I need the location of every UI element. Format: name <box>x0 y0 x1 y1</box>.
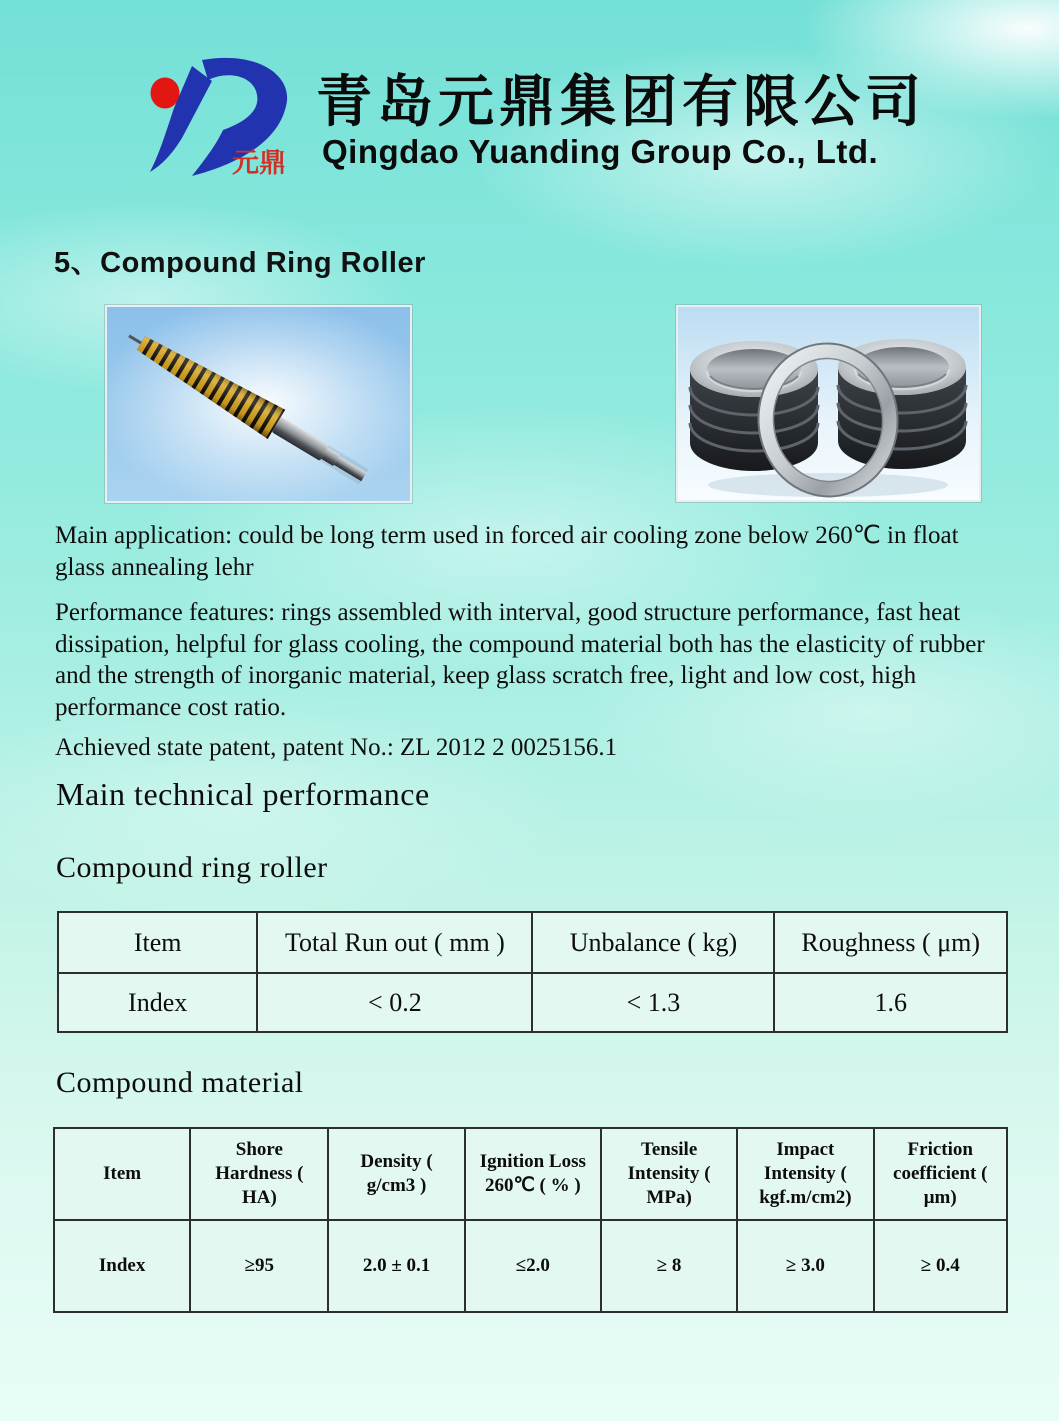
t2-value-shore-hardness: ≥95 <box>190 1220 328 1312</box>
patent-text: Achieved state patent, patent No.: ZL 2012 2 0025156.1 <box>55 734 618 761</box>
t2-header-shore-hardness: Shore Hardness ( HA) <box>190 1128 328 1220</box>
t1-header-item: Item <box>58 912 257 973</box>
t2-value-friction-coefficient: ≥ 0.4 <box>874 1220 1008 1312</box>
t1-value-unbalance: < 1.3 <box>532 973 774 1032</box>
t2-header-ignition-loss: Ignition Loss 260℃ ( % ) <box>465 1128 601 1220</box>
roller-photo <box>105 305 412 503</box>
t2-header-tensile-intensity: Tensile Intensity ( MPa) <box>601 1128 737 1220</box>
rings-photo-graphic <box>678 307 979 500</box>
heading-compound-material: Compound material <box>56 1066 304 1099</box>
t1-header-unbalance: Unbalance ( kg) <box>532 912 774 973</box>
table-data-row <box>54 1220 1007 1312</box>
logo-chars: 元鼎 <box>232 148 286 178</box>
compound-material-spec-table <box>53 1127 1008 1313</box>
table-data-row <box>58 973 1007 1032</box>
company-name-chinese: 青岛元鼎集团有限公司 <box>316 70 926 133</box>
section-title: 5、Compound Ring Roller <box>54 247 426 279</box>
t2-value-tensile-intensity: ≥ 8 <box>601 1220 737 1312</box>
heading-main-technical-performance: Main technical performance <box>56 776 430 812</box>
t1-row-label: Index <box>58 973 257 1032</box>
ring-roller-spec-table <box>57 911 1008 1033</box>
t1-header-runout: Total Run out ( mm ) <box>257 912 532 973</box>
company-logo <box>136 54 318 186</box>
t1-value-roughness: 1.6 <box>774 973 1007 1032</box>
logo-red-dot <box>151 78 180 109</box>
table-header-row <box>58 912 1007 973</box>
t2-header-density: Density ( g/cm3 ) <box>328 1128 464 1220</box>
t1-header-roughness: Roughness ( μm) <box>774 912 1007 973</box>
roller-photo-graphic <box>107 307 410 501</box>
main-application-text: Main application: could be long term used in forced air cooling zone below 260℃ in float glass annealing lehr <box>55 522 959 581</box>
t2-header-friction-coefficient: Friction coefficient ( μm) <box>874 1128 1008 1220</box>
t2-header-item: Item <box>54 1128 190 1220</box>
t2-header-impact-intensity: Impact Intensity ( kgf.m/cm2) <box>737 1128 873 1220</box>
logo-graphic <box>136 54 318 186</box>
performance-features-text: Performance features: rings assembled with interval, good structure performance, fast heat dissipation, helpful for glass cooling, the compound material both has the elasticity of rubber and the strength of inorganic material, keep glass scratch free, light and low cost, high performance cost ratio. <box>55 599 985 721</box>
t2-value-ignition-loss: ≤2.0 <box>465 1220 601 1312</box>
t1-value-runout: < 0.2 <box>257 973 532 1032</box>
t2-value-density: 2.0 ± 0.1 <box>328 1220 464 1312</box>
company-name-english: Qingdao Yuanding Group Co., Ltd. <box>322 133 879 170</box>
t2-row-label: Index <box>54 1220 190 1312</box>
rings-photo <box>676 305 981 502</box>
t2-value-impact-intensity: ≥ 3.0 <box>737 1220 873 1312</box>
heading-compound-ring-roller: Compound ring roller <box>56 851 328 884</box>
table-header-row <box>54 1128 1007 1220</box>
